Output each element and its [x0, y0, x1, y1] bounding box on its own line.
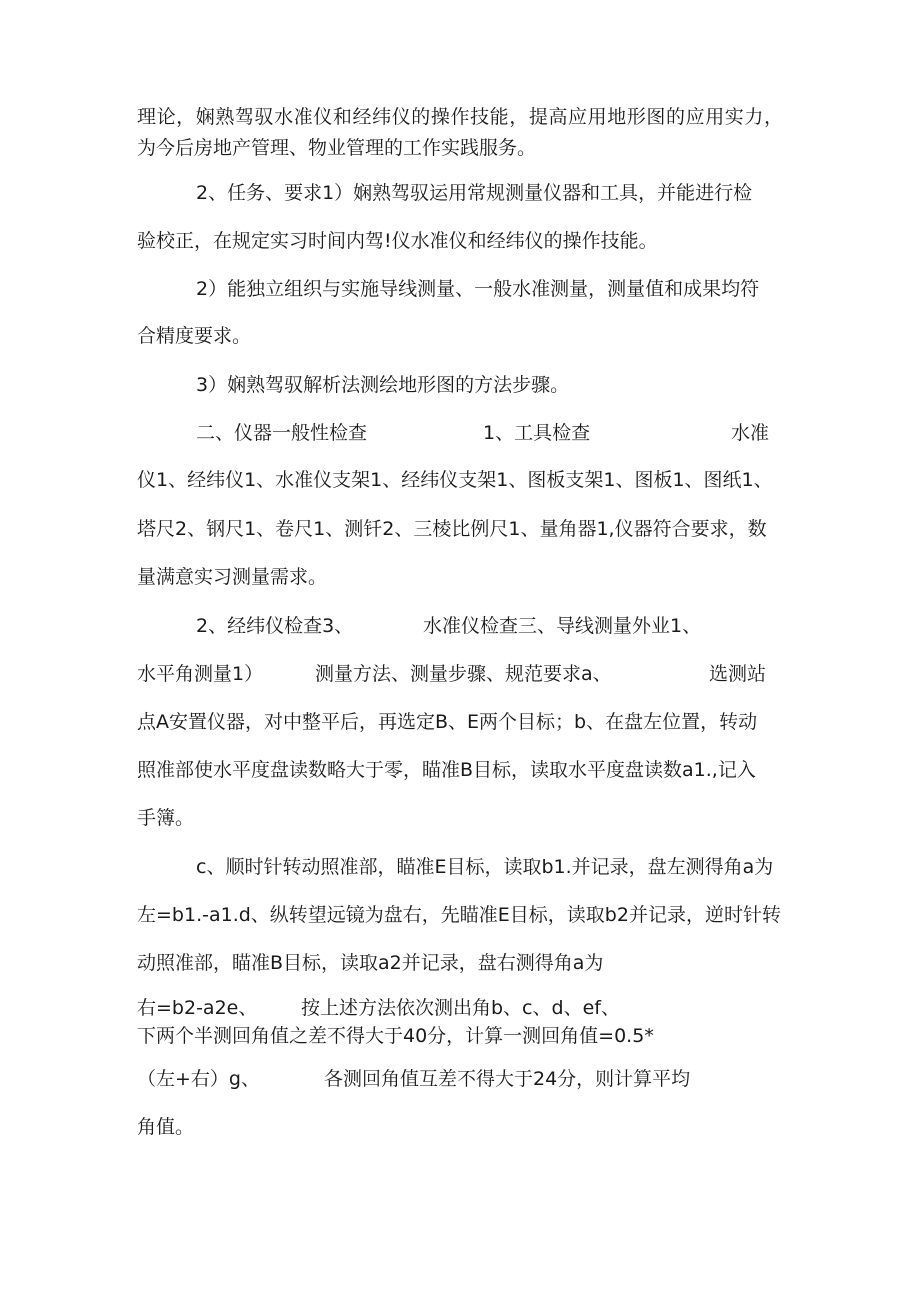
text-line-theodolite-check: 2、经纬仪检查3、 [196, 615, 354, 637]
text-line-18: 左=b1.-a1.d、纵转望远镜为盘右，先瞄准E目标，读取b2并记录，逆时针转 [137, 904, 781, 926]
text-line-15: 照准部使水平度盘读数略大于零，瞄准B目标，读取水平度盘读数a1.,记入 [137, 759, 756, 781]
text-line-repeat-method: 按上述方法依次测出角b、c、d、ef、 [301, 997, 620, 1019]
text-line-2: 为今后房地产管理、物业管理的工作实践服务。 [137, 137, 537, 159]
text-line-9: 仪1、经纬仪1、水准仪支架1、经纬仪支架1、图板支架1、图板1、图纸1、 [137, 469, 773, 491]
text-line-11: 量满意实习测量需求。 [137, 566, 328, 588]
text-line-level-check: 水准仪检查三、导线测量外业1、 [423, 615, 702, 637]
text-line-tool-check: 1、工具检查 [483, 422, 591, 444]
text-line-10: 塔尺2、钢尺1、卷尺1、测钎2、三棱比例尺1、量角器1,仪器符合要求，数 [137, 518, 767, 540]
text-line-tolerance: 各测回角值互差不得大于24分，则计算平均 [324, 1068, 691, 1090]
text-line-6: 合精度要求。 [137, 325, 252, 347]
text-line-23: 角值。 [137, 1116, 195, 1138]
text-line-7: 3）娴熟驾驭解析法测绘地形图的方法步骤。 [196, 374, 570, 396]
section-heading-instrument-check: 二、仪器一般性检查 [196, 422, 368, 444]
text-line-1: 理论，娴熟驾驭水准仪和经纬仪的操作技能，提高应用地形图的应用实力， [137, 106, 783, 128]
text-line-17: c、顺时针转动照准部，瞄准E目标，读取b1.并记录，盘左测得角a为 [196, 856, 774, 878]
text-line-station: 选测站 [709, 663, 767, 685]
text-line-4: 验校正，在规定实习时间内驾!仪水准仪和经纬仪的操作技能。 [137, 230, 658, 252]
text-line-19: 动照准部，瞄准B目标，读取a2并记录，盘右测得角a为 [137, 952, 604, 974]
text-line-left-right: （左+右）g、 [137, 1068, 260, 1090]
text-line-3: 2、任务、要求1）娴熟驾驭运用常规测量仪器和工具，并能进行检 [196, 182, 753, 204]
text-line-method: 测量方法、测量步骤、规范要求a、 [315, 663, 612, 685]
text-line-14: 点A安置仪器，对中整平后，再选定B、E两个目标；b、在盘左位置，转动 [137, 711, 758, 733]
text-line-level: 水准 [731, 422, 770, 444]
text-line-horizontal-angle: 水平角测量1） [137, 663, 264, 685]
text-line-right-angle: 右=b2-a2e、 [137, 997, 258, 1019]
text-line-5: 2）能独立组织与实施导线测量、一般水准测量，测量值和成果均符 [196, 278, 760, 300]
text-line-16: 手簿。 [137, 807, 195, 829]
text-line-21: 下两个半测回角值之差不得大于40分，计算一测回角值=0.5* [137, 1025, 654, 1047]
